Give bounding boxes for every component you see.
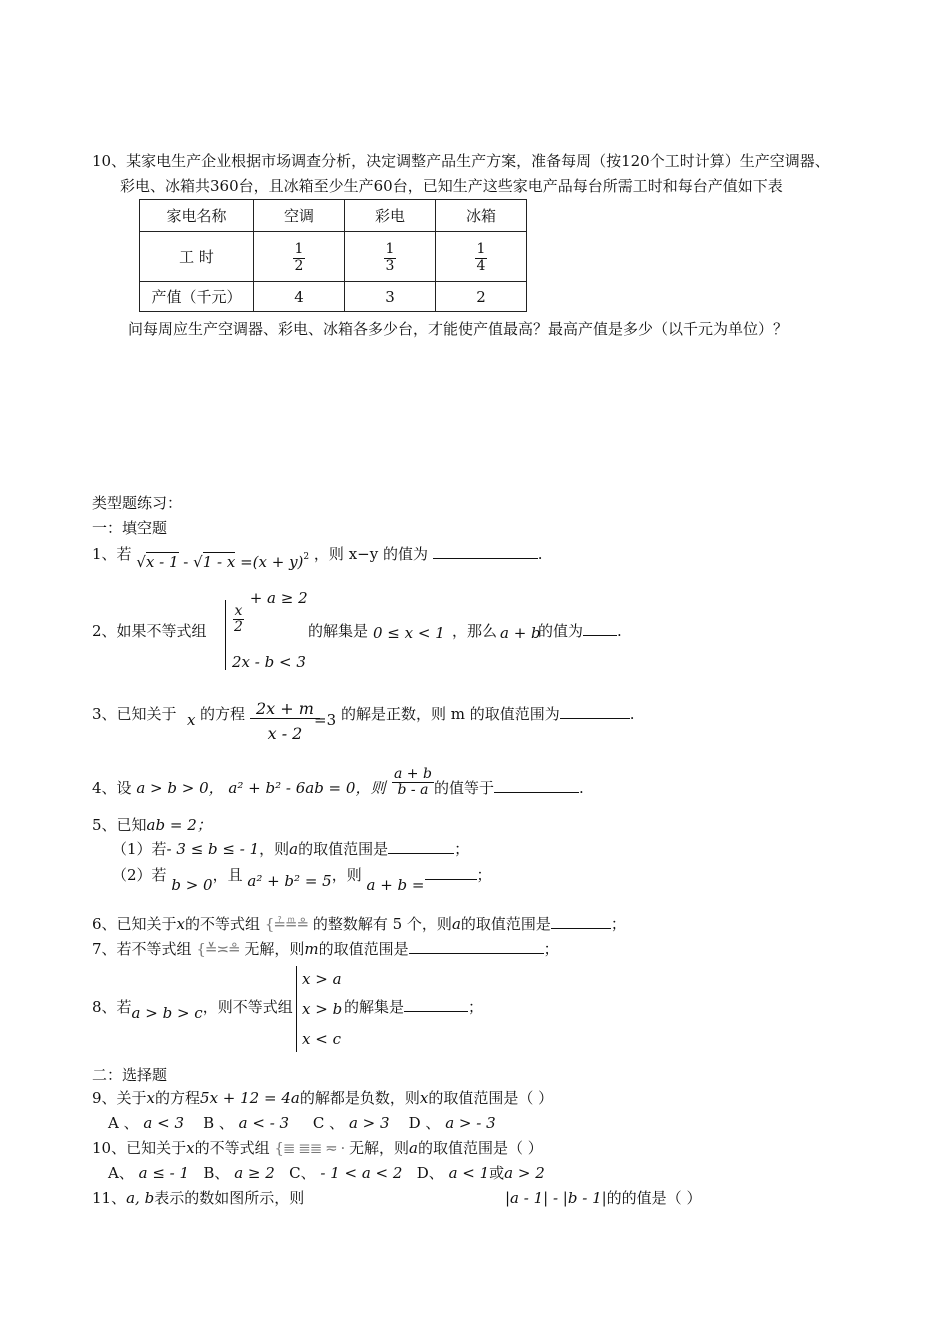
- brace-icon: [296, 966, 297, 1052]
- garbled-system-icon: {≚≍≗: [196, 940, 240, 958]
- question-2-mid: 的解集是: [308, 622, 369, 640]
- question-3-suffix: 的解是正数，则 m 的取值范围为 .: [341, 705, 635, 723]
- question-5: 5、已知ab = 2；: [92, 816, 212, 834]
- question-8-prefix: 8、若a > b > c，则不等式组: [92, 998, 293, 1022]
- question-9-options: [108, 1112, 496, 1133]
- section-part2: 二：选择题: [92, 1066, 168, 1084]
- question-5-sub1: （1）若- 3 ≤ b ≤ - 1，则a的取值范围是 ；: [112, 840, 470, 858]
- q8-system-line: x < c: [302, 1030, 341, 1048]
- table-header: 冰箱: [436, 200, 527, 232]
- q2-solution: 0 ≤ x < 1: [373, 624, 445, 642]
- answer-blank[interactable]: [425, 865, 477, 880]
- question-4-suffix: 的值等于 .: [434, 779, 584, 797]
- garbled-system-icon: {≣ ≣≣ ≂ ·: [274, 1139, 345, 1157]
- problem10-line1: 10、某家电生产企业根据市场调查分析，决定调整产品生产方案，准备每周（按120个工时计算）生产空调器、: [92, 152, 830, 170]
- question-5-sub2: （2）若 b > 0，且 a² + b² = 5，则 a + b =；: [112, 866, 492, 894]
- table-cell: $\frac{1}{2}$: [254, 232, 345, 282]
- table-cell: $\frac{1}{4}$: [436, 232, 527, 282]
- answer-blank[interactable]: [409, 939, 544, 954]
- table-header: 家电名称: [140, 200, 254, 232]
- q3-fraction: $\frac{2x + m}{x - 2}$: [250, 700, 320, 742]
- question-11-expr: |a - 1| - |b - 1|的的值是（ ）: [505, 1189, 702, 1207]
- option-d[interactable]: D 、 a > - 3: [408, 1114, 496, 1132]
- question-2-prefix: 2、如果不等式组: [92, 622, 207, 640]
- q2-then: ，那么: [452, 622, 498, 640]
- question-7: 7、若不等式组 {≚≍≗ 无解，则m的取值范围是 ；: [92, 940, 559, 958]
- table-cell: 2: [436, 282, 527, 312]
- question-10b: 10、已知关于x的不等式组 {≣ ≣≣ ≂ · 无解，则a的取值范围是（ ）: [92, 1139, 543, 1157]
- production-table: [139, 199, 527, 312]
- answer-blank[interactable]: [560, 704, 630, 719]
- question-9: 9、关于x的方程5x + 12 = 4a的解都是负数，则x的取值范围是（ ）: [92, 1089, 554, 1107]
- garbled-system-icon: {≟≞≗: [264, 915, 309, 933]
- q8-system-line: x > b: [302, 1000, 343, 1018]
- question-10b-options: [108, 1162, 545, 1183]
- table-cell: 3: [345, 282, 436, 312]
- question-4: 4、设 a > b > 0， a² + b² - 6ab = 0，则: [92, 779, 386, 797]
- q8-system-line: x > a: [302, 970, 342, 988]
- answer-blank[interactable]: [404, 997, 468, 1012]
- q4-fraction: $\frac{a + b}{b - a}$: [394, 766, 432, 799]
- table-row-label: 工 时: [140, 232, 254, 282]
- question-2-suffix: 的值为 .: [538, 622, 622, 640]
- q3-rhs: =3: [314, 711, 337, 729]
- answer-blank[interactable]: [551, 914, 611, 929]
- option-a[interactable]: A、 a ≤ - 1: [108, 1164, 190, 1182]
- problem10-line2: 彩电、冰箱共360台，且冰箱至少生产60台，已知生产这些家电产品每台所需工时和每台产值如下表: [120, 177, 783, 195]
- table-row-label: 产值（千元）: [140, 282, 254, 312]
- q2-system-line2: 2x - b < 3: [232, 653, 306, 671]
- section-part1: 一：填空题: [92, 519, 168, 537]
- q3-var: x: [187, 711, 196, 729]
- table-cell: 4: [254, 282, 345, 312]
- sqrt-expression: √x - 1: [136, 553, 179, 571]
- answer-blank[interactable]: [583, 621, 617, 636]
- question-6: 6、已知关于x的不等式组 {≟≞≗ 的整数解有 5 个，则a的取值范围是 ；: [92, 915, 626, 933]
- option-b[interactable]: B 、 a < - 3: [203, 1114, 290, 1132]
- option-c[interactable]: C 、 a > 3: [312, 1114, 390, 1132]
- option-a[interactable]: A 、 a < 3: [108, 1114, 184, 1132]
- answer-blank[interactable]: [494, 778, 579, 793]
- q2-system-line1: $\frac{x}{2}$ + a ≥ 2: [234, 589, 308, 636]
- answer-blank[interactable]: [388, 839, 454, 854]
- problem10-question: 问每周应生产空调器、彩电、冰箱各多少台，才能使产值最高？最高产值是多少（以千元为单位）？: [128, 320, 789, 338]
- q3-mid: 的方程: [200, 705, 246, 723]
- question-1: 1、若 $√x - 1 - √1 - x =(x + y)^2$ ，则 x−y 的值为 .: [92, 545, 543, 571]
- question-8-suffix: 的解集是 ；: [344, 998, 484, 1016]
- question-11: 11、a, b表示的数如图所示，则: [92, 1189, 305, 1207]
- table-header: 空调: [254, 200, 345, 232]
- brace-icon: [225, 600, 226, 670]
- option-d[interactable]: D、 a < 1或a > 2: [416, 1164, 545, 1182]
- answer-blank[interactable]: [433, 544, 538, 559]
- option-b[interactable]: B、 a ≥ 2: [203, 1164, 275, 1182]
- option-c[interactable]: C、 - 1 < a < 2: [289, 1164, 403, 1182]
- q2-expr: a + b: [500, 624, 541, 642]
- question-3-prefix: 3、已知关于: [92, 705, 177, 723]
- section-title: 类型题练习：: [92, 494, 183, 512]
- table-cell: $\frac{1}{3}$: [345, 232, 436, 282]
- table-header: 彩电: [345, 200, 436, 232]
